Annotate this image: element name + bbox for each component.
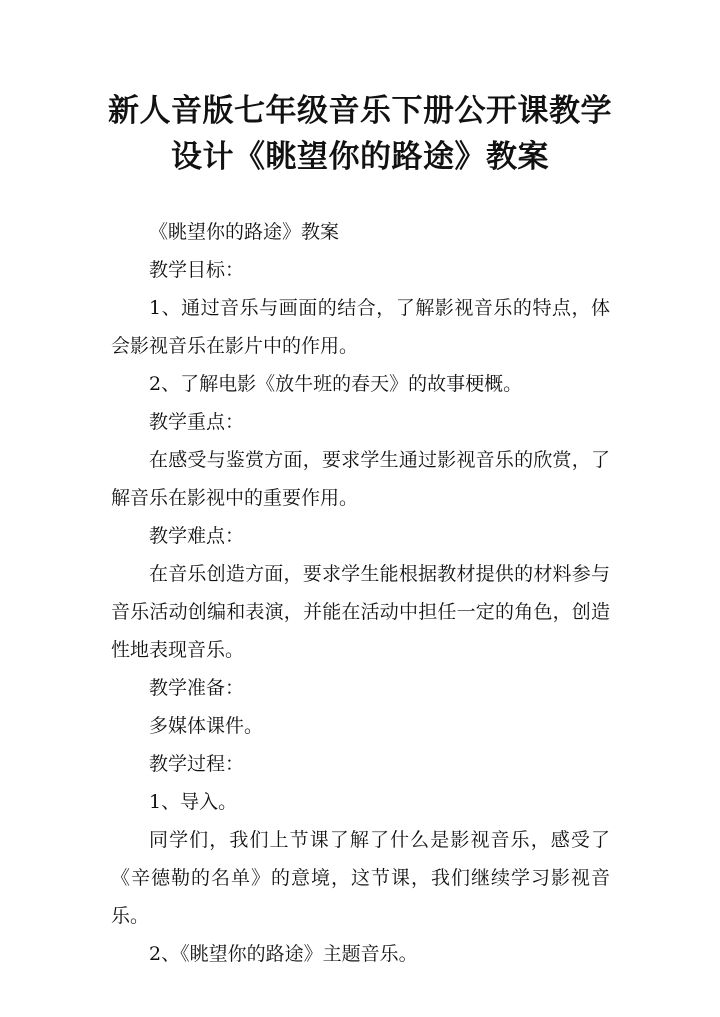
paragraph-difficulties-heading: 教学难点：	[149, 525, 245, 547]
paragraph-key-points-heading: 教学重点：	[149, 411, 245, 433]
paragraph-difficulties: 在音乐创造方面，要求学生能根据教材提供的材料参与音乐活动创编和表演，并能在活动中担任一定的角色，创造性地表现音乐。	[111, 563, 610, 661]
paragraph-process-step-1: 1、导入。	[149, 791, 238, 813]
paragraph-process-step-2: 2、《眺望你的路途》主题音乐。	[149, 943, 418, 965]
document-title: 新人音版七年级音乐下册公开课教学设计《眺望你的路途》教案	[108, 93, 612, 175]
document-body	[111, 213, 610, 973]
paragraph-key-points: 在感受与鉴赏方面，要求学生通过影视音乐的欣赏，了解音乐在影视中的重要作用。	[111, 449, 610, 509]
paragraph-process-heading: 教学过程：	[149, 753, 245, 775]
paragraph-objective-1: 1、通过音乐与画面的结合，了解影视音乐的特点，体会影视音乐在影片中的作用。	[111, 297, 610, 357]
paragraph-objectives-heading: 教学目标：	[149, 259, 245, 281]
paragraph-lesson-heading: 《眺望你的路途》教案	[149, 221, 340, 243]
paragraph-preparation: 多媒体课件。	[149, 715, 264, 737]
paragraph-objective-2: 2、了解电影《放牛班的春天》的故事梗概。	[149, 373, 523, 395]
paragraph-process-intro: 同学们，我们上节课了解了什么是影视音乐，感受了《辛德勒的名单》的意境，这节课，我们继续学习影视音乐。	[111, 829, 610, 927]
paragraph-preparation-heading: 教学准备：	[149, 677, 245, 699]
